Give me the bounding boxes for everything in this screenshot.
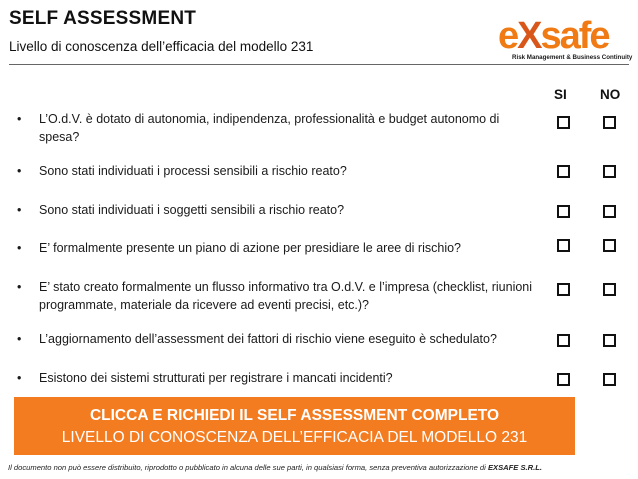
- checkbox-si[interactable]: [557, 334, 570, 347]
- column-header-si: SI: [554, 87, 567, 102]
- footer-disclaimer: [8, 463, 542, 472]
- checkbox-no[interactable]: [603, 283, 616, 296]
- checkbox-no[interactable]: [603, 239, 616, 252]
- footer-company: EXSAFE S.R.L.: [487, 463, 542, 472]
- bullet: •: [17, 280, 22, 294]
- checkbox-si[interactable]: [557, 165, 570, 178]
- checkbox-no[interactable]: [603, 116, 616, 129]
- question-item: [17, 278, 537, 314]
- bullet: •: [17, 371, 22, 385]
- question-item: [17, 162, 537, 180]
- bullet: •: [17, 164, 22, 178]
- checkbox-no[interactable]: [603, 165, 616, 178]
- question-text: Esistono dei sistemi strutturati per registrare i mancati incidenti?: [39, 371, 393, 385]
- cta-line-1: CLICCA E RICHIEDI IL SELF ASSESSMENT COMPLETO: [89, 407, 500, 424]
- checkbox-si[interactable]: [557, 116, 570, 129]
- question-text: L’O.d.V. è dotato di autonomia, indipendenza, professionalità e budget autonomo di spesa?: [39, 112, 500, 144]
- bullet: •: [17, 241, 22, 255]
- question-item: [17, 369, 537, 387]
- question-item: [17, 110, 537, 146]
- logo-tagline: Risk Management & Business Continuity: [512, 54, 633, 61]
- bullet: •: [17, 203, 22, 217]
- checkbox-si[interactable]: [557, 239, 570, 252]
- question-item: [17, 330, 537, 348]
- header-divider: [9, 64, 629, 65]
- question-text: E’ stato creato formalmente un flusso informativo tra O.d.V. e l’impresa (checklist, riunioni programmate, materiale da ricevere ad eventi precisi, etc.)?: [39, 280, 533, 312]
- bullet: •: [17, 112, 22, 126]
- logo-word-x: X: [517, 15, 541, 57]
- question-text: L’aggiornamento dell’assessment dei fattori di rischio viene eseguito è schedulato?: [39, 332, 497, 346]
- checkbox-si[interactable]: [557, 373, 570, 386]
- cta-banner[interactable]: [14, 397, 575, 455]
- checkbox-no[interactable]: [603, 334, 616, 347]
- logo-word-prefix: e: [498, 15, 518, 57]
- bullet: •: [17, 332, 22, 346]
- page-title: SELF ASSESSMENT: [9, 8, 197, 29]
- question-text: E’ formalmente presente un piano di azione per presidiare le aree di rischio?: [39, 241, 461, 255]
- question-text: Sono stati individuati i soggetti sensibili a rischio reato?: [39, 203, 345, 217]
- logo-wordmark: [498, 17, 609, 55]
- question-text: Sono stati individuati i processi sensibili a rischio reato?: [39, 164, 347, 178]
- checkbox-si[interactable]: [557, 283, 570, 296]
- page-subtitle: Livello di conoscenza dell’efficacia del modello 231: [9, 39, 314, 54]
- checkbox-no[interactable]: [603, 373, 616, 386]
- question-item: [17, 201, 537, 219]
- checkbox-no[interactable]: [603, 205, 616, 218]
- question-item: [17, 239, 537, 257]
- footer-text: Il documento non può essere distribuito, riprodotto o pubblicato in alcuna delle sue parti, in qualsiasi forma, senza preventiva autorizzazione di: [8, 463, 488, 472]
- checkbox-si[interactable]: [557, 205, 570, 218]
- cta-line-2: LIVELLO DI CONOSCENZA DELL’EFFICACIA DEL MODELLO 231: [61, 429, 528, 446]
- exsafe-logo: [498, 15, 633, 63]
- column-header-no: NO: [600, 87, 621, 102]
- logo-word-suffix: safe: [540, 15, 609, 57]
